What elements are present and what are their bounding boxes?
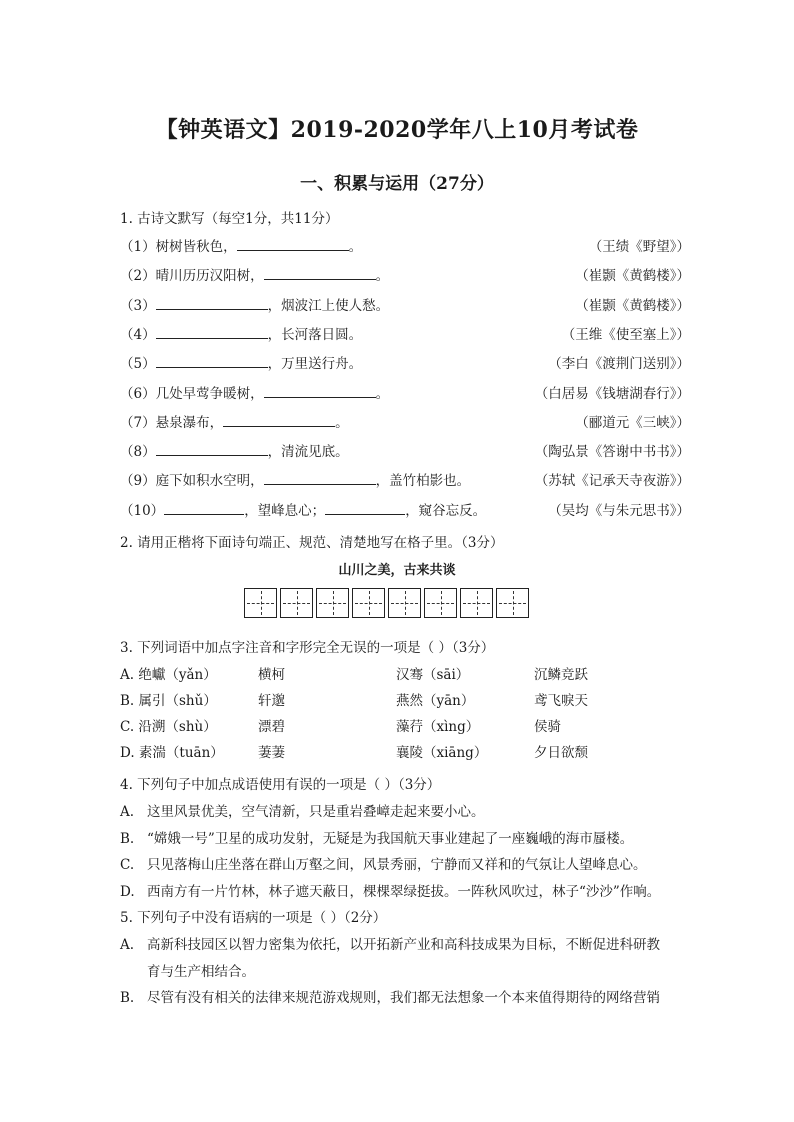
- q1-item-text: [120, 440, 349, 464]
- q5-option-text: 尽管有没有相关的法律来规范游戏规则，我们都无法想象一个本来值得期待的网络营销: [147, 990, 660, 1006]
- q4-option-label: A.: [120, 804, 135, 820]
- answer-blank[interactable]: [164, 500, 244, 515]
- grid-cell[interactable]: [352, 588, 385, 618]
- q3-option-cell: 萋萋: [258, 745, 285, 761]
- q3-option-cell: D. 素湍（tuān）: [120, 745, 224, 761]
- q4-option-label: B.: [120, 830, 135, 847]
- q1-item-source: （陶弘景《答谢中书书》）: [534, 444, 690, 461]
- q3-option-cell: 汉骞（sāi）: [396, 667, 470, 683]
- q4-option-text: 西南方有一片竹林，林子遮天蔽日，棵棵翠绿挺拔。一阵秋风吹过，林子“沙沙”作响。: [147, 883, 661, 900]
- answer-blank[interactable]: [156, 324, 268, 339]
- q3-option-cell: 襄陵（xiāng）: [396, 745, 488, 761]
- q5-option-label: A.: [120, 937, 135, 953]
- grid-cell[interactable]: [460, 588, 493, 618]
- q1-item-source: （郦道元《三峡》）: [575, 414, 690, 431]
- q1-item-text: [120, 323, 362, 347]
- q3-option-cell: 沉鳞竞跃: [534, 667, 588, 683]
- q3-option-cell: 轩邈: [258, 693, 285, 709]
- q1-item-suffix: ，万里送行舟。: [267, 356, 363, 373]
- q4-option-text: “嫦娥一号”卫星的成功发射，无疑是为我国航天事业建起了一座巍峨的海市蜃楼。: [147, 830, 634, 847]
- q1-item-prefix: （3）: [120, 297, 156, 314]
- q1-item-text: [120, 499, 486, 523]
- q1-item-text: [120, 264, 389, 288]
- q4-option-text: 只见落梅山庄坐落在群山万壑之间，风景秀丽，宁静而又祥和的气氛让人望峰息心。: [147, 857, 647, 873]
- q1-item-prefix: （10）: [120, 502, 165, 519]
- q1-item-source: （白居易《钱塘湖春行》）: [534, 385, 690, 402]
- answer-blank[interactable]: [237, 236, 349, 251]
- q1-item: [120, 352, 690, 376]
- q4-stem: 4. 下列句子中加点成语使用有误的一项是（ ）（3分）: [120, 777, 441, 793]
- answer-blank[interactable]: [264, 470, 376, 485]
- q3-option-cell: A. 绝巘（yǎn）: [120, 667, 217, 683]
- q5-option-continuation: 育与生产相结合。: [147, 963, 255, 980]
- grid-cell[interactable]: [280, 588, 313, 618]
- q1-item: [120, 235, 690, 259]
- q1-stem: 1. 古诗文默写（每空1分，共11分）: [120, 211, 339, 227]
- q1-item-suffix: 。: [335, 414, 349, 431]
- q1-item: [120, 382, 690, 406]
- grid-cell[interactable]: [316, 588, 349, 618]
- q1-item: [120, 264, 690, 288]
- answer-blank[interactable]: [156, 295, 268, 310]
- answer-blank[interactable]: [156, 441, 268, 456]
- q1-item-text: [120, 294, 389, 318]
- q1-item: [120, 469, 690, 493]
- q3-option-cell: 燕然（yān）: [396, 693, 475, 709]
- q5-option-label: B.: [120, 990, 135, 1006]
- q1-item-prefix: （4）: [120, 326, 156, 343]
- q1-item: [120, 440, 690, 464]
- q1-item-prefix: （7）悬泉瀑布，: [120, 414, 224, 431]
- exam-title: 【钟英语文】2019-2020学年八上10月考试卷: [155, 117, 639, 143]
- q1-item-suffix: ，盖竹柏影也。: [375, 473, 471, 490]
- writing-grid: [244, 588, 529, 618]
- q3-option-cell: 侯骑: [534, 719, 561, 735]
- q1-item-source: （李白《渡荆门送别》）: [548, 356, 690, 373]
- answer-blank[interactable]: [325, 500, 405, 515]
- q3-option-cell: 鸢飞唳天: [534, 693, 588, 709]
- answer-blank[interactable]: [264, 383, 376, 398]
- q2-phrase: 山川之美，古来共谈: [338, 563, 456, 578]
- q1-item-suffix: 。: [375, 385, 390, 402]
- answer-blank[interactable]: [223, 412, 335, 427]
- q1-item-suffix: ，长河落日圆。: [267, 326, 363, 343]
- q1-item-text: [120, 352, 362, 376]
- grid-cell[interactable]: [424, 588, 457, 618]
- q1-item-prefix: （2）晴川历历汉阳树，: [120, 268, 264, 285]
- q3-option-cell: 夕日欲颓: [534, 745, 588, 761]
- q5-option-text: 高新科技园区以智力密集为依托，以开拓新产业和高科技成果为目标，不断促进科研教: [147, 937, 660, 953]
- q3-option-cell: B. 属引（shǔ）: [120, 693, 217, 709]
- q1-item-source: （吴均《与朱元思书》）: [548, 502, 690, 519]
- q1-item-text: [120, 382, 389, 406]
- q1-item-text: [120, 235, 362, 259]
- q1-item: [120, 294, 690, 318]
- q1-item: [120, 323, 690, 347]
- q1-item-source: （王维《使至塞上》）: [561, 326, 690, 343]
- grid-cell[interactable]: [388, 588, 421, 618]
- q1-item-suffix: ，清流见底。: [267, 444, 349, 461]
- q4-option-label: C.: [120, 857, 135, 873]
- q1-item-suffix: ，窥谷忘反。: [405, 502, 487, 519]
- q1-item: [120, 411, 690, 435]
- q5-stem: 5. 下列句子中没有语病的一项是（ ）（2分）: [120, 910, 387, 926]
- q1-item-prefix: （6）几处早莺争暖树，: [120, 385, 264, 402]
- q1-item-prefix: （8）: [120, 444, 156, 461]
- grid-cell[interactable]: [496, 588, 529, 618]
- q1-item-text: [120, 411, 349, 435]
- q4-option-label: D.: [120, 883, 135, 900]
- section-heading: 一、积累与运用（27分）: [300, 174, 494, 194]
- q1-item-middle: ，望峰息心；: [244, 502, 326, 519]
- q1-item-prefix: （9）庭下如积水空明，: [120, 473, 264, 490]
- q1-item-source: （崔颢《黄鹤楼》）: [575, 297, 690, 314]
- q4-option-text: 这里风景优美，空气清新，只是重岩叠嶂走起来要小心。: [147, 804, 485, 820]
- q1-item-source: （王绩《野望》）: [588, 239, 690, 255]
- q1-item-prefix: （1）树树皆秋色，: [120, 239, 237, 255]
- answer-blank[interactable]: [264, 265, 376, 280]
- answer-blank[interactable]: [156, 353, 268, 368]
- q1-item-prefix: （5）: [120, 356, 156, 373]
- q1-item-text: [120, 469, 470, 493]
- q1-item-suffix: 。: [348, 239, 363, 255]
- grid-cell[interactable]: [244, 588, 277, 618]
- q3-stem: 3. 下列词语中加点字注音和字形完全无误的一项是（ ）（3分）: [120, 640, 495, 656]
- q1-item-suffix: 。: [375, 268, 390, 285]
- q1-item-suffix: ，烟波江上使人愁。: [267, 297, 390, 314]
- q1-item-source: （崔颢《黄鹤楼》）: [575, 268, 690, 285]
- q1-item: [120, 499, 690, 523]
- q3-option-cell: 藻荇（xìng）: [396, 719, 480, 735]
- q1-item-source: （苏轼《记承天寺夜游》）: [534, 473, 690, 490]
- q3-option-cell: C. 沿溯（shù）: [120, 719, 217, 735]
- q3-option-cell: 横柯: [258, 667, 285, 683]
- q3-option-cell: 漂碧: [258, 719, 285, 735]
- q2-stem: 2. 请用正楷将下面诗句端正、规范、清楚地写在格子里。（3分）: [120, 535, 504, 551]
